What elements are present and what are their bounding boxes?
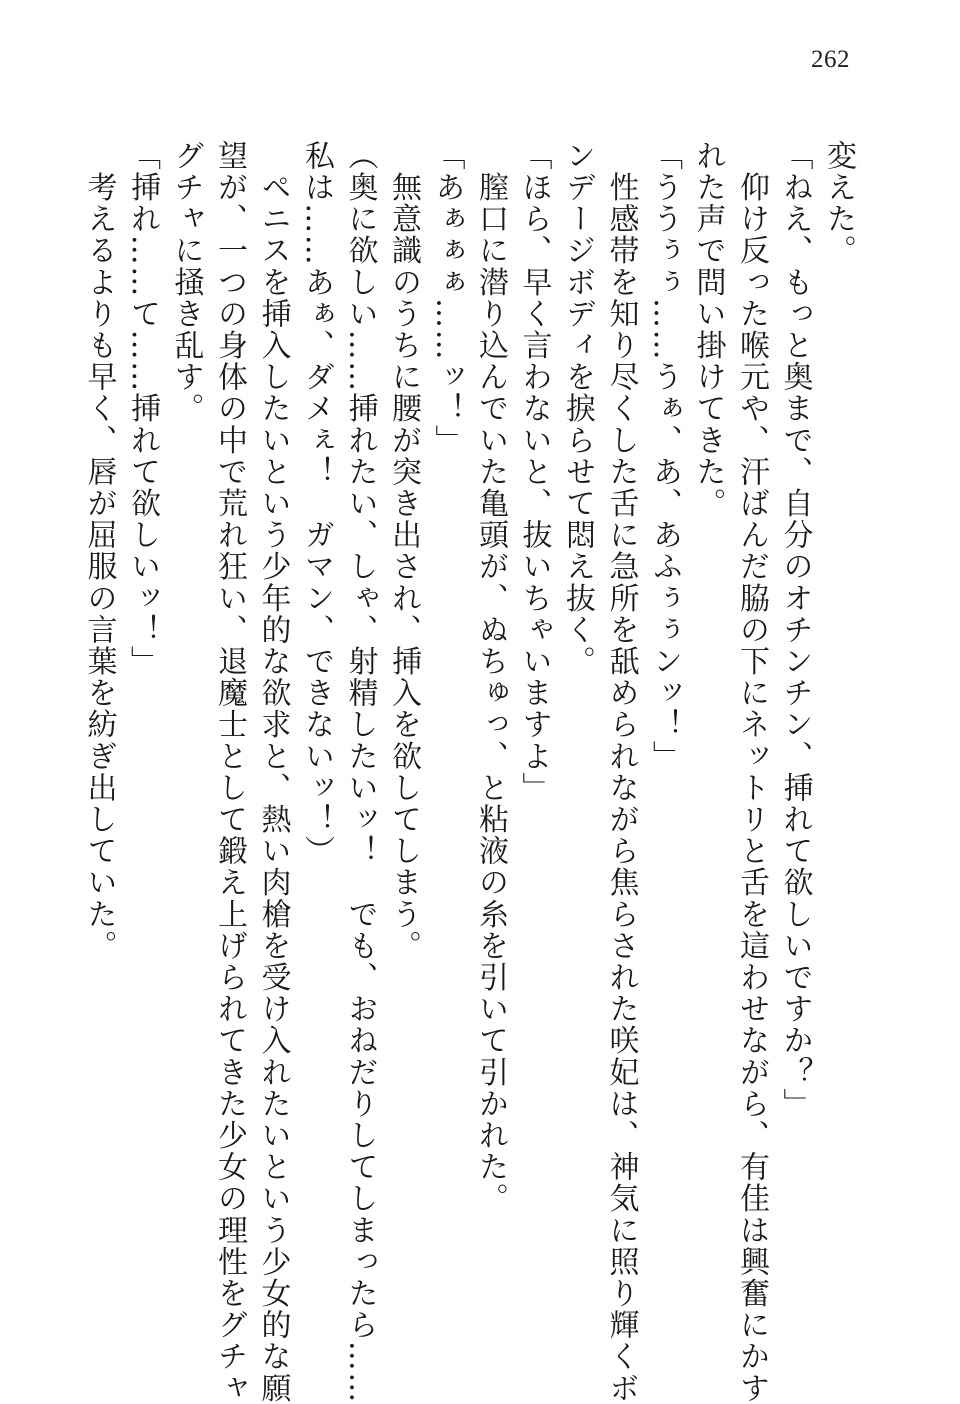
text-line: 「ほら、早く言わないと、抜いちゃいますよ」	[516, 140, 552, 804]
text-line: 「ううぅぅ……うぁ、あ、あふぅぅンッ！」	[647, 140, 682, 772]
text-line: 変えた。	[821, 140, 856, 267]
text-line: 私は……あぁ、ダメぇ！ ガマン、できないッ！）	[299, 140, 334, 867]
text-line: （奥に欲しい……挿れたい、しゃ、射精したいッ！ でも、おねだりしてしまったら……	[342, 140, 378, 1404]
text-line: 性感帯を知り尽くした舌に急所を舐められながら焦らされた咲妃は、神気に照り輝くボ	[603, 140, 639, 1404]
text-line: 「ねえ、もっと奥まで、自分のオチンチン、挿れて欲しいですか？」	[777, 140, 813, 1120]
text-line: ンデージボディを捩らせて悶え抜く。	[560, 140, 595, 678]
text-line: 仰け反った喉元や、汗ばんだ脇の下にネットリと舌を這わせながら、有佳は興奮にかす	[734, 140, 769, 1404]
vertical-text-body	[81, 140, 860, 1404]
text-line: グチャに掻き乱す。	[168, 140, 204, 425]
text-line: れた声で問い掛けてきた。	[690, 140, 726, 520]
text-line: 望が、一つの身体の中で荒れ狂い、退魔士として鍛え上げられてきた少女の理性をグチャ	[212, 140, 247, 1404]
text-line: 膣口に潜り込んでいた亀頭が、ぬちゅっ、と粘液の糸を引いて引かれた。	[473, 140, 508, 1215]
text-line: ペニスを挿入したいという少年的な欲求と、熱い肉槍を受け入れたいという少女的な願	[255, 140, 291, 1404]
page-number: 262	[811, 46, 850, 73]
text-line: 無意識のうちに腰が突き出され、挿入を欲してしまう。	[386, 140, 421, 962]
text-line: 考えるよりも早く、唇が屈服の言葉を紡ぎ出していた。	[81, 140, 117, 962]
text-line: 「あぁぁぁ……ッ！」	[429, 140, 465, 456]
text-line: 「挿れ……て……挿れて欲しいッ！」	[125, 140, 160, 678]
